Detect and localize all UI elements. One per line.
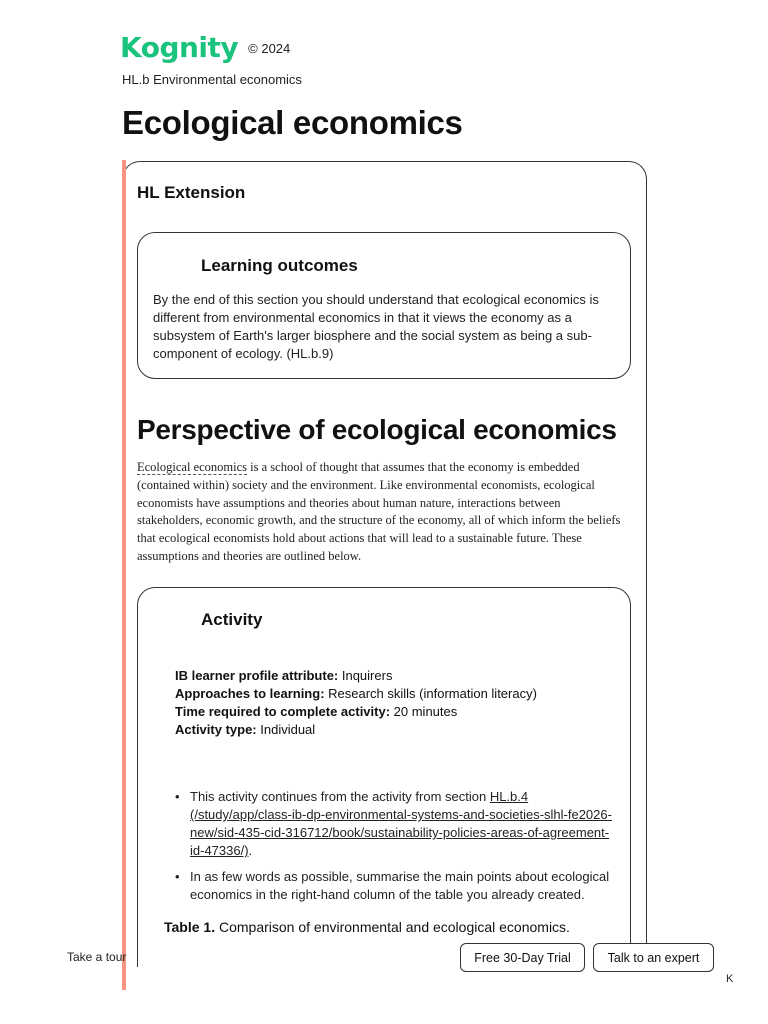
- table-caption-text: Comparison of environmental and ecological economics.: [215, 919, 570, 935]
- meta-label: IB learner profile attribute:: [175, 668, 339, 683]
- meta-learner-profile: [175, 667, 537, 685]
- meta-time-required: [175, 703, 537, 721]
- meta-value: 20 minutes: [390, 704, 458, 719]
- meta-value: Inquirers: [338, 668, 393, 683]
- breadcrumb[interactable]: HL.b Environmental economics: [122, 72, 302, 87]
- bullet-text: .: [248, 843, 253, 858]
- kognity-logo[interactable]: Kognity: [120, 31, 239, 64]
- meta-activity-type: [175, 721, 537, 739]
- activity-instructions: [175, 788, 620, 912]
- learning-outcomes-text: By the end of this section you should understand that ecological economics is different from environmental economics in that it views the economy as a subsystem of Earth's larger biosphere and the social system as being a sub-component of ecology. (HL.b.9): [153, 292, 599, 361]
- table-caption-label: Table 1.: [164, 919, 216, 935]
- take-a-tour-link[interactable]: Take a tour: [67, 950, 127, 964]
- glossary-term[interactable]: Ecological economics: [137, 460, 248, 474]
- copyright-text: © 2024: [248, 40, 291, 56]
- list-item: • In as few words as possible, summarise the main points about ecological economics in the right-hand column of the table you already created.: [175, 868, 620, 904]
- hl-accent-bar: [122, 160, 126, 990]
- section-heading: Perspective of ecological economics: [137, 414, 617, 445]
- corner-text: K: [726, 973, 734, 985]
- table-caption: [164, 919, 570, 935]
- list-item: [175, 788, 620, 860]
- section-paragraph: [137, 459, 622, 566]
- meta-label: Approaches to learning:: [175, 686, 325, 701]
- hl-extension-title: HL Extension: [137, 183, 246, 202]
- bullet-text: This activity continues from the activity from section: [190, 789, 490, 804]
- talk-to-expert-button[interactable]: Talk to an expert: [593, 943, 714, 972]
- meta-approaches: [175, 685, 537, 703]
- header: [120, 30, 290, 66]
- meta-value: Individual: [256, 722, 316, 737]
- meta-label: Activity type:: [175, 722, 257, 737]
- activity-meta: [175, 667, 537, 739]
- learning-outcomes-title: Learning outcomes: [201, 256, 358, 275]
- meta-value: Research skills (information literacy): [324, 686, 537, 701]
- paragraph-text: is a school of thought that assumes that the economy is embedded (contained within) society and the environment. Like environmental economists, ecological economists have assumptions and theories about human nature, interactions between stakeholders, economic growth, and the structure of the economy, all of which inform the beliefs that ecological economists hold about actions that will lead to a sustainable future. These assumptions and theories are outlined below.: [137, 460, 621, 563]
- section-link[interactable]: HL.b.4 (/study/app/class-ib-dp-environmental-systems-and-societies-slhl-fe2026-new/sid-435-cid-316712/book/sustainability-policies-areas-of-agreement-id-47336/): [190, 789, 612, 858]
- page-title: Ecological economics: [122, 104, 463, 141]
- activity-title: Activity: [201, 610, 263, 629]
- free-trial-button[interactable]: Free 30-Day Trial: [460, 943, 585, 972]
- meta-label: Time required to complete activity:: [175, 704, 391, 719]
